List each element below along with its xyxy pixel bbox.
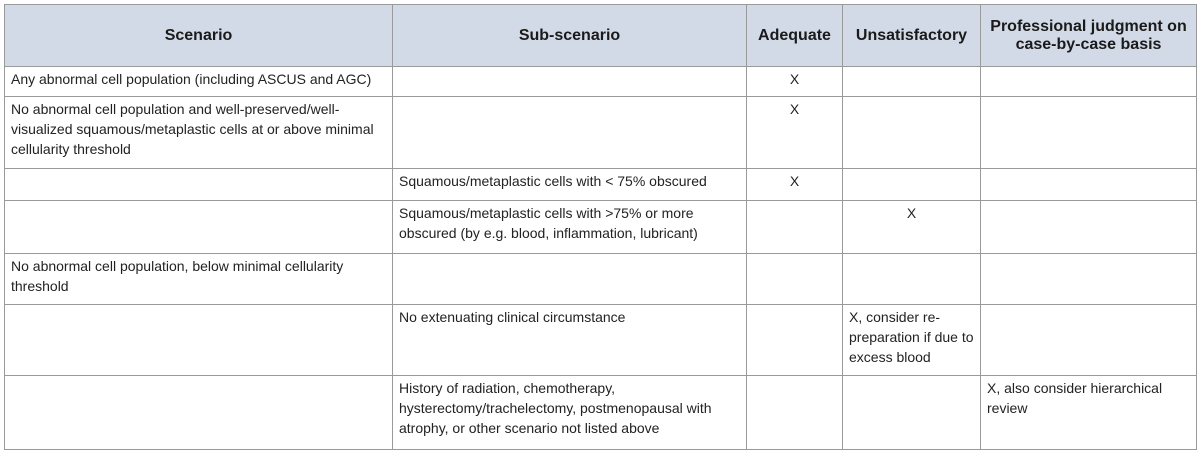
cell-unsatisfactory bbox=[843, 67, 981, 97]
cell-sub-scenario bbox=[393, 254, 747, 305]
header-row bbox=[5, 5, 1197, 67]
cell-adequate: X bbox=[747, 97, 843, 169]
table-row bbox=[5, 67, 1197, 97]
table-row bbox=[5, 97, 1197, 169]
adequacy-table-container bbox=[4, 4, 1196, 450]
cell-scenario bbox=[5, 201, 393, 254]
cell-sub-scenario: Squamous/metaplastic cells with >75% or more obscured (by e.g. blood, inflammation, lubricant) bbox=[393, 201, 747, 254]
cell-scenario bbox=[5, 305, 393, 376]
cell-unsatisfactory bbox=[843, 254, 981, 305]
cell-professional-judgment bbox=[981, 305, 1197, 376]
table-row bbox=[5, 169, 1197, 201]
cell-unsatisfactory: X bbox=[843, 201, 981, 254]
cell-scenario: Any abnormal cell population (including ASCUS and AGC) bbox=[5, 67, 393, 97]
cell-scenario: No abnormal cell population, below minimal cellularity threshold bbox=[5, 254, 393, 305]
cell-sub-scenario: Squamous/metaplastic cells with < 75% obscured bbox=[393, 169, 747, 201]
specimen-adequacy-table bbox=[4, 4, 1197, 450]
cell-adequate bbox=[747, 254, 843, 305]
cell-adequate bbox=[747, 376, 843, 450]
cell-professional-judgment bbox=[981, 97, 1197, 169]
cell-professional-judgment bbox=[981, 254, 1197, 305]
cell-adequate: X bbox=[747, 169, 843, 201]
cell-professional-judgment bbox=[981, 169, 1197, 201]
cell-adequate bbox=[747, 305, 843, 376]
cell-unsatisfactory bbox=[843, 169, 981, 201]
cell-sub-scenario: No extenuating clinical circumstance bbox=[393, 305, 747, 376]
cell-professional-judgment bbox=[981, 201, 1197, 254]
cell-unsatisfactory: X, consider re-preparation if due to excess blood bbox=[843, 305, 981, 376]
header-unsatisfactory: Unsatisfactory bbox=[843, 5, 981, 67]
cell-professional-judgment bbox=[981, 67, 1197, 97]
table-row bbox=[5, 201, 1197, 254]
cell-sub-scenario bbox=[393, 97, 747, 169]
cell-sub-scenario bbox=[393, 67, 747, 97]
cell-scenario: No abnormal cell population and well-preserved/well-visualized squamous/metaplastic cells at or above minimal cellularity threshold bbox=[5, 97, 393, 169]
cell-sub-scenario: History of radiation, chemotherapy, hysterectomy/trachelectomy, postmenopausal with atrophy, or other scenario not listed above bbox=[393, 376, 747, 450]
header-sub-scenario: Sub-scenario bbox=[393, 5, 747, 67]
table-row bbox=[5, 305, 1197, 376]
cell-adequate bbox=[747, 201, 843, 254]
header-adequate: Adequate bbox=[747, 5, 843, 67]
table-row bbox=[5, 254, 1197, 305]
header-professional-judgment: Professional judgment on case-by-case basis bbox=[981, 5, 1197, 67]
cell-scenario bbox=[5, 169, 393, 201]
table-row bbox=[5, 376, 1197, 450]
header-scenario: Scenario bbox=[5, 5, 393, 67]
cell-scenario bbox=[5, 376, 393, 450]
cell-professional-judgment: X, also consider hierarchical review bbox=[981, 376, 1197, 450]
cell-unsatisfactory bbox=[843, 376, 981, 450]
cell-unsatisfactory bbox=[843, 97, 981, 169]
cell-adequate: X bbox=[747, 67, 843, 97]
